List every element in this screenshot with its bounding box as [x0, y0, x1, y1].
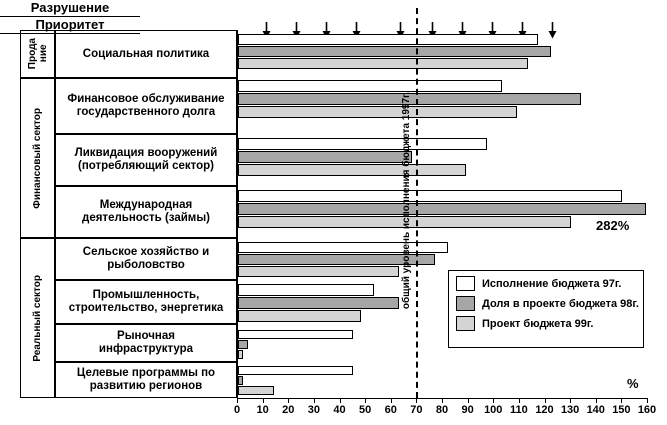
axis-tick-label-70: 70 [410, 404, 423, 416]
bar-1-0 [238, 80, 502, 92]
row-label-1 [55, 78, 237, 134]
legend-item-1 [456, 296, 639, 311]
bar-3-1 [238, 203, 646, 215]
bar-6-1 [238, 340, 248, 349]
axis-unit-label: % [627, 376, 639, 391]
axis-tick-label-90: 90 [461, 404, 474, 416]
bar-5-0 [238, 284, 374, 296]
row-label-6 [55, 324, 237, 362]
reference-line [416, 8, 418, 398]
axis-tick-10 [263, 398, 264, 403]
row-label-3 [55, 186, 237, 238]
axis-tick-label-130: 130 [560, 404, 580, 416]
legend-label-2: Проект бюджета 99г. [482, 317, 594, 330]
legend [448, 270, 644, 348]
axis-tick-label-150: 150 [612, 404, 631, 416]
legend-item-0 [456, 276, 636, 291]
row-label-2 [55, 134, 237, 186]
bar-0-2 [238, 58, 528, 69]
bar-0-1 [238, 46, 551, 57]
group-label-1 [20, 78, 55, 238]
axis-tick-label-110: 110 [510, 404, 528, 416]
header-priority: Приоритет [0, 17, 140, 34]
bar-2-1 [238, 151, 412, 163]
row-label-text: Сельское хозяйство и рыболовство [82, 246, 210, 271]
group-label-text: Финансовый сектор [32, 107, 43, 209]
row-label-4 [55, 238, 237, 280]
axis-tick-120 [545, 398, 546, 403]
axis-tick-label-60: 60 [384, 404, 397, 416]
axis-tick-130 [570, 398, 571, 403]
axis-tick-0 [237, 398, 238, 403]
axis-tick-label-0: 0 [233, 404, 241, 416]
bar-7-1 [238, 376, 243, 385]
bar-0-0 [238, 34, 538, 45]
axis-tick-100 [493, 398, 494, 403]
legend-item-2 [456, 316, 636, 331]
reference-line-label: общий уровень исполнения бюджета 1997г. [401, 92, 413, 310]
row-label-text: Социальная политика [82, 47, 210, 60]
axis-tick-30 [314, 398, 315, 403]
axis-tick-label-50: 50 [359, 404, 372, 416]
legend-label-0: Исполнение бюджета 97г. [482, 277, 622, 290]
bar-7-0 [238, 366, 353, 375]
bar-7-2 [238, 386, 274, 395]
axis-tick-140 [596, 398, 597, 403]
axis-tick-label-100: 100 [484, 404, 503, 416]
axis-tick-40 [340, 398, 341, 403]
row-label-5 [55, 280, 237, 324]
axis-tick-110 [519, 398, 520, 403]
bar-4-2 [238, 266, 399, 277]
axis-tick-80 [442, 398, 443, 403]
axis-tick-90 [468, 398, 469, 403]
bar-5-1 [238, 297, 399, 309]
row-label-text: Промышленность, строительство, энергетика [68, 289, 224, 314]
legend-swatch-0 [456, 276, 475, 291]
axis-tick-50 [365, 398, 366, 403]
bar-2-2 [238, 164, 466, 176]
bar-2-0 [238, 138, 487, 150]
row-label-text: Рыночная инфраструктура [98, 330, 194, 355]
group-label-0 [20, 30, 55, 78]
row-label-0 [55, 30, 237, 78]
header-destruction: Разрушение [0, 0, 140, 17]
axis-tick-label-160: 160 [637, 404, 657, 416]
axis-tick-label-140: 140 [586, 404, 605, 416]
bar-6-0 [238, 330, 353, 339]
annotation-282: 282% [596, 218, 630, 233]
axis-tick-label-30: 30 [307, 404, 320, 416]
group-label-text: Реальный сектор [32, 274, 43, 362]
row-label-text: Финансовое обслуживание государственного долга [67, 93, 225, 118]
axis-tick-label-40: 40 [333, 404, 346, 416]
row-label-text: Ликвидация вооружений (потребляющий сектор) [74, 147, 218, 172]
legend-swatch-2 [456, 316, 475, 331]
group-label-text: Прода ние [26, 38, 49, 70]
bar-3-0 [238, 190, 622, 202]
axis-tick-label-80: 80 [435, 404, 449, 416]
bar-6-2 [238, 350, 243, 359]
axis-tick-160 [647, 398, 648, 403]
legend-label-1: Доля в проекте бюджета 98г. [482, 297, 639, 310]
axis-tick-label-10: 10 [256, 404, 269, 416]
axis-tick-70 [416, 398, 417, 403]
legend-swatch-1 [456, 296, 475, 311]
axis-tick-label-20: 20 [282, 404, 295, 416]
row-label-text: Международная деятельность (займы) [82, 199, 210, 224]
row-label-7 [55, 362, 237, 398]
axis-tick-20 [288, 398, 289, 403]
axis-tick-150 [621, 398, 622, 403]
row-label-text: Целевые программы по развитию регионов [76, 367, 216, 392]
group-label-2 [20, 238, 55, 398]
axis-tick-60 [391, 398, 392, 403]
bar-1-2 [238, 106, 517, 118]
bar-5-2 [238, 310, 361, 322]
axis-tick-label-120: 120 [535, 404, 554, 416]
